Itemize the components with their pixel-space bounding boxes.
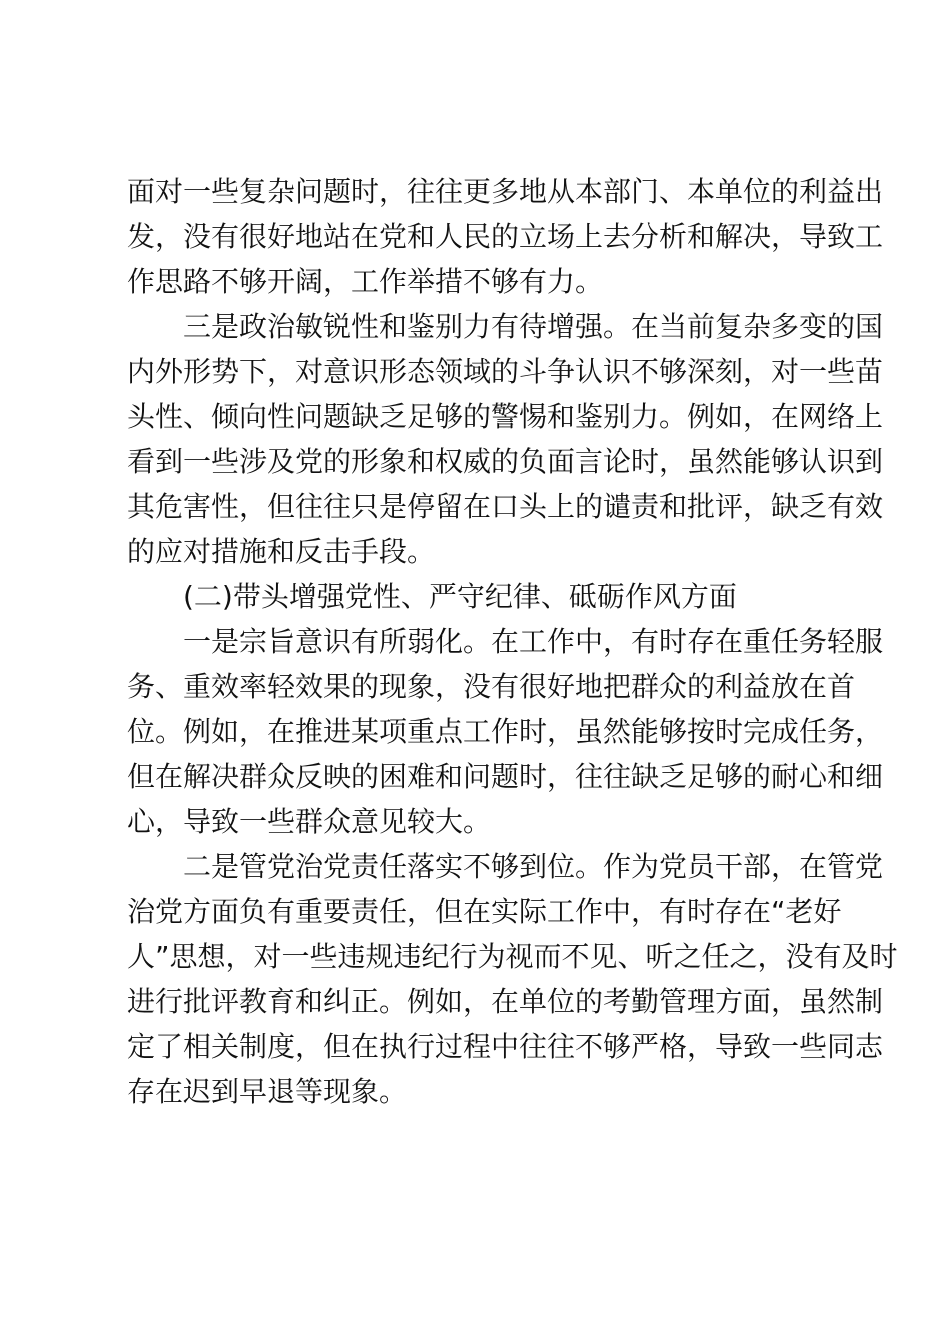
text-line: 位。例如，在推进某项重点工作时，虽然能够按时完成任务， — [127, 715, 884, 748]
text-line: 发，没有很好地站在党和人民的立场上去分析和解决，导致工 — [127, 220, 884, 253]
text-line: 治党方面负有重要责任，但在实际工作中，有时存在“老好 — [127, 895, 842, 928]
text-line: 心，导致一些群众意见较大。 — [127, 805, 492, 838]
text-line: 看到一些涉及党的形象和权威的负面言论时，虽然能够认识到 — [127, 445, 884, 478]
text-line: 作思路不够开阔，工作举措不够有力。 — [127, 265, 604, 298]
text-line: 务、重效率轻效果的现象，没有很好地把群众的利益放在首 — [127, 670, 856, 703]
text-line: 人”思想，对一些违规违纪行为视而不见、听之任之，没有及时 — [127, 940, 898, 973]
text-line: 面对一些复杂问题时，往往更多地从本部门、本单位的利益出 — [127, 175, 884, 208]
paragraph-start-line: 二是管党治党责任落实不够到位。作为党员干部，在管党 — [183, 850, 884, 883]
paragraph-start-line: 一是宗旨意识有所弱化。在工作中，有时存在重任务轻服 — [183, 625, 884, 658]
text-line: 进行批评教育和纠正。例如，在单位的考勤管理方面，虽然制 — [127, 985, 884, 1018]
text-line: 定了相关制度，但在执行过程中往往不够严格，导致一些同志 — [127, 1030, 884, 1063]
text-line: 其危害性，但往往只是停留在口头上的谴责和批评，缺乏有效 — [127, 490, 884, 523]
section-heading: (二)带头增强党性、严守纪律、砥砺作风方面 — [183, 580, 737, 613]
text-line: 头性、倾向性问题缺乏足够的警惕和鉴别力。例如，在网络上 — [127, 400, 884, 433]
text-line: 内外形势下，对意识形态领域的斗争认识不够深刻，对一些苗 — [127, 355, 884, 388]
text-line: 但在解决群众反映的困难和问题时，往往缺乏足够的耐心和细 — [127, 760, 884, 793]
paragraph-start-line: 三是政治敏锐性和鉴别力有待增强。在当前复杂多变的国 — [183, 310, 884, 343]
text-line: 的应对措施和反击手段。 — [127, 535, 436, 568]
text-line: 存在迟到早退等现象。 — [127, 1075, 408, 1108]
